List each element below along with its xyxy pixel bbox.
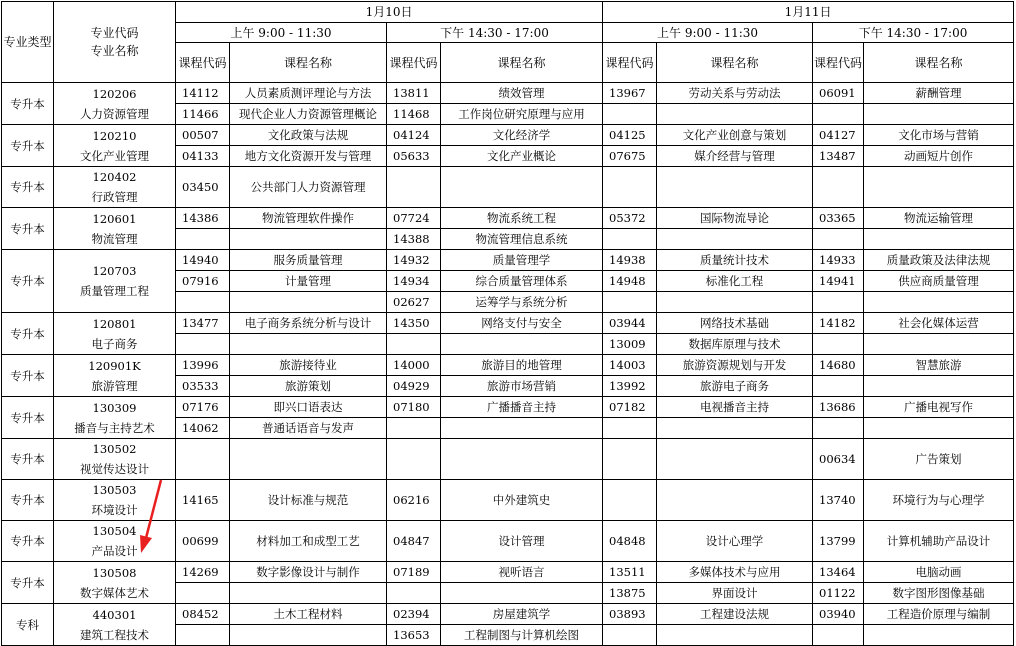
table-row	[2, 562, 1014, 583]
course-name-cell	[657, 625, 813, 646]
course-code-cell	[176, 229, 230, 250]
course-code-cell: 07189	[387, 562, 441, 583]
major-name: 环境设计	[91, 503, 138, 517]
course-name-cell: 公共部门人力资源管理	[230, 167, 387, 208]
course-code-cell	[603, 167, 657, 208]
course-name-cell: 工程建设法规	[657, 604, 813, 625]
major-code: 120210	[92, 128, 137, 143]
course-code-cell: 02627	[387, 292, 441, 313]
course-code-cell	[603, 418, 657, 439]
major-name: 文化产业管理	[80, 148, 149, 163]
major-type-cell: 专科	[2, 604, 54, 646]
course-name-cell: 材料加工和成型工艺	[230, 521, 387, 562]
course-name-cell: 工程制图与计算机绘图	[441, 625, 603, 646]
course-code-cell: 00634	[813, 439, 864, 480]
table-row	[2, 480, 1014, 521]
major-code-name-cell	[54, 167, 176, 208]
header-session-jan10-am: 上午 9:00 - 11:30	[176, 23, 387, 43]
course-code-cell: 04847	[387, 521, 441, 562]
course-name-cell: 旅游策划	[230, 376, 387, 397]
course-name-cell: 国际物流导论	[657, 208, 813, 229]
course-name-cell: 标准化工程	[657, 271, 813, 292]
course-code-cell: 14112	[176, 83, 230, 104]
course-name-cell: 广告策划	[864, 439, 1014, 480]
major-code-name-cell	[54, 125, 176, 167]
major-code: 120402	[92, 170, 137, 184]
major-code-name-cell	[54, 250, 176, 313]
course-code-cell: 14933	[813, 250, 864, 271]
course-code-cell: 13653	[387, 625, 441, 646]
course-name-cell: 旅游市场营销	[441, 376, 603, 397]
course-name-cell: 旅游资源规划与开发	[657, 355, 813, 376]
course-name-cell	[864, 418, 1014, 439]
course-code-cell	[176, 583, 230, 604]
course-name-cell: 电脑动画	[864, 562, 1014, 583]
course-code-cell: 07182	[603, 397, 657, 418]
major-name: 质量管理工程	[80, 284, 149, 298]
course-code-cell: 05633	[387, 146, 441, 167]
major-name: 数字媒体艺术	[80, 585, 149, 600]
course-code-cell: 04133	[176, 146, 230, 167]
course-code-cell: 13686	[813, 397, 864, 418]
course-code-cell	[176, 439, 230, 480]
course-name-cell	[230, 583, 387, 604]
course-name-cell	[864, 292, 1014, 313]
course-code-cell: 13811	[387, 83, 441, 104]
course-name-cell: 薪酬管理	[864, 83, 1014, 104]
course-name-cell: 计量管理	[230, 271, 387, 292]
course-name-cell: 质量统计技术	[657, 250, 813, 271]
header-course-code: 课程代码	[603, 43, 657, 83]
course-name-cell: 数字图形图像基础	[864, 583, 1014, 604]
course-code-cell: 13464	[813, 562, 864, 583]
major-code-name-cell	[54, 313, 176, 355]
course-code-cell: 07916	[176, 271, 230, 292]
major-name: 播音与主持艺术	[74, 420, 155, 435]
course-code-cell: 13487	[813, 146, 864, 167]
course-code-cell: 13875	[603, 583, 657, 604]
major-code: 120703	[92, 264, 137, 278]
course-code-cell: 14269	[176, 562, 230, 583]
course-name-cell: 文化市场与营销	[864, 125, 1014, 146]
major-code: 130502	[92, 442, 137, 456]
course-name-cell: 设计标准与规范	[230, 480, 387, 521]
major-code-name-cell	[54, 521, 176, 562]
course-code-cell	[813, 229, 864, 250]
major-type-cell: 专升本	[2, 562, 54, 604]
course-name-cell: 物流运输管理	[864, 208, 1014, 229]
course-name-cell: 质量管理学	[441, 250, 603, 271]
course-name-cell: 旅游接待业	[230, 355, 387, 376]
course-name-cell: 文化产业创意与策划	[657, 125, 813, 146]
course-code-cell: 06091	[813, 83, 864, 104]
course-code-cell: 04848	[603, 521, 657, 562]
course-code-cell: 14350	[387, 313, 441, 334]
course-name-cell: 数字影像设计与制作	[230, 562, 387, 583]
course-code-cell: 14000	[387, 355, 441, 376]
course-code-cell: 11468	[387, 104, 441, 125]
course-code-cell	[813, 167, 864, 208]
course-name-cell: 视听语言	[441, 562, 603, 583]
course-code-cell: 14934	[387, 271, 441, 292]
course-name-cell: 房屋建筑学	[441, 604, 603, 625]
major-type-cell: 专升本	[2, 355, 54, 397]
major-code: 120901K	[88, 358, 141, 373]
course-name-cell	[230, 229, 387, 250]
course-code-cell	[176, 292, 230, 313]
major-name: 电子商务	[91, 336, 138, 351]
course-name-cell: 中外建筑史	[441, 480, 603, 521]
course-code-cell	[176, 625, 230, 646]
header-course-name: 课程名称	[230, 43, 387, 83]
course-name-cell: 普通话语音与发声	[230, 418, 387, 439]
course-code-cell: 03940	[813, 604, 864, 625]
course-name-cell: 网络支付与安全	[441, 313, 603, 334]
major-code: 130504	[92, 524, 137, 538]
course-name-cell: 媒介经营与管理	[657, 146, 813, 167]
course-code-cell: 14062	[176, 418, 230, 439]
course-name-cell: 设计管理	[441, 521, 603, 562]
major-type-cell: 专升本	[2, 208, 54, 250]
course-name-cell: 社会化媒体运营	[864, 313, 1014, 334]
course-name-cell: 环境行为与心理学	[864, 480, 1014, 521]
major-type-cell: 专升本	[2, 250, 54, 313]
course-code-cell: 11466	[176, 104, 230, 125]
major-type-cell: 专升本	[2, 167, 54, 208]
course-name-cell: 综合质量管理体系	[441, 271, 603, 292]
course-name-cell	[864, 625, 1014, 646]
course-code-cell: 13740	[813, 480, 864, 521]
major-type-cell: 专升本	[2, 397, 54, 439]
course-code-cell: 01122	[813, 583, 864, 604]
header-course-name: 课程名称	[657, 43, 813, 83]
course-code-cell	[603, 480, 657, 521]
course-code-cell: 14182	[813, 313, 864, 334]
course-name-cell: 文化产业概论	[441, 146, 603, 167]
course-code-cell: 00699	[176, 521, 230, 562]
course-name-cell	[441, 439, 603, 480]
course-code-cell	[603, 229, 657, 250]
course-name-cell	[864, 104, 1014, 125]
course-code-cell	[603, 292, 657, 313]
course-name-cell: 运筹学与系统分析	[441, 292, 603, 313]
table-row	[2, 439, 1014, 480]
course-code-cell: 04125	[603, 125, 657, 146]
course-code-cell	[813, 625, 864, 646]
major-name: 产品设计	[91, 544, 138, 558]
course-name-cell: 广播电视写作	[864, 397, 1014, 418]
major-type-cell: 专升本	[2, 439, 54, 480]
course-code-cell	[387, 167, 441, 208]
course-name-cell	[657, 229, 813, 250]
course-code-cell: 07724	[387, 208, 441, 229]
major-code-name-cell	[54, 83, 176, 125]
course-code-cell	[603, 104, 657, 125]
course-code-cell: 13799	[813, 521, 864, 562]
course-code-cell	[813, 104, 864, 125]
course-name-cell: 工程造价原理与编制	[864, 604, 1014, 625]
course-name-cell: 工作岗位研究原理与应用	[441, 104, 603, 125]
course-code-cell: 05372	[603, 208, 657, 229]
course-name-cell: 旅游电子商务	[657, 376, 813, 397]
major-code: 440301	[92, 607, 137, 622]
major-type-cell: 专升本	[2, 521, 54, 562]
course-code-cell: 14165	[176, 480, 230, 521]
major-code-name-cell	[54, 480, 176, 521]
course-name-cell: 土木工程材料	[230, 604, 387, 625]
course-name-cell	[864, 334, 1014, 355]
course-code-cell: 03365	[813, 208, 864, 229]
course-code-cell: 13967	[603, 83, 657, 104]
course-code-cell: 04929	[387, 376, 441, 397]
course-code-cell: 14680	[813, 355, 864, 376]
course-code-cell: 14948	[603, 271, 657, 292]
course-code-cell: 14388	[387, 229, 441, 250]
course-code-cell: 03533	[176, 376, 230, 397]
header-session-jan10-pm: 下午 14:30 - 17:00	[387, 23, 603, 43]
major-name: 物流管理	[91, 231, 138, 246]
major-type-cell: 专升本	[2, 313, 54, 355]
course-name-cell	[657, 104, 813, 125]
course-name-cell	[441, 334, 603, 355]
course-code-cell: 04124	[387, 125, 441, 146]
course-name-cell: 旅游目的地管理	[441, 355, 603, 376]
course-code-cell: 13996	[176, 355, 230, 376]
table-row	[2, 313, 1014, 334]
header-course-code: 课程代码	[813, 43, 864, 83]
course-name-cell: 广播播音主持	[441, 397, 603, 418]
header-course-name: 课程名称	[441, 43, 603, 83]
course-name-cell	[657, 418, 813, 439]
course-code-cell: 08452	[176, 604, 230, 625]
course-code-cell	[603, 439, 657, 480]
course-name-cell	[657, 167, 813, 208]
course-code-cell	[813, 376, 864, 397]
course-name-cell: 地方文化资源开发与管理	[230, 146, 387, 167]
header-session-jan11-am: 上午 9:00 - 11:30	[603, 23, 813, 43]
course-code-cell	[387, 583, 441, 604]
major-type-cell: 专升本	[2, 83, 54, 125]
course-name-cell: 电子商务系统分析与设计	[230, 313, 387, 334]
major-code: 120206	[92, 86, 137, 101]
course-name-cell: 电视播音主持	[657, 397, 813, 418]
course-code-cell	[603, 625, 657, 646]
major-code: 130508	[92, 565, 137, 580]
major-code-name-cell	[54, 355, 176, 397]
course-name-cell: 智慧旅游	[864, 355, 1014, 376]
course-code-cell: 13511	[603, 562, 657, 583]
course-name-cell	[230, 292, 387, 313]
header-course-name: 课程名称	[864, 43, 1014, 83]
course-name-cell: 物流管理软件操作	[230, 208, 387, 229]
course-name-cell	[657, 292, 813, 313]
major-code: 130309	[92, 400, 137, 415]
exam-schedule-table	[1, 1, 1014, 646]
course-code-cell: 14940	[176, 250, 230, 271]
course-code-cell	[387, 418, 441, 439]
course-name-cell: 网络技术基础	[657, 313, 813, 334]
course-name-cell	[441, 418, 603, 439]
major-name: 人力资源管理	[80, 106, 149, 121]
course-code-cell: 06216	[387, 480, 441, 521]
course-name-cell: 即兴口语表达	[230, 397, 387, 418]
course-name-cell	[864, 229, 1014, 250]
course-name-cell: 文化政策与法规	[230, 125, 387, 146]
course-name-cell: 服务质量管理	[230, 250, 387, 271]
course-name-cell	[657, 480, 813, 521]
course-name-cell	[230, 625, 387, 646]
major-code: 120801	[92, 316, 137, 331]
header-session-jan11-pm: 下午 14:30 - 17:00	[813, 23, 1014, 43]
table-row	[2, 355, 1014, 376]
course-code-cell: 14932	[387, 250, 441, 271]
course-name-cell: 现代企业人力资源管理概论	[230, 104, 387, 125]
course-name-cell	[864, 167, 1014, 208]
course-name-cell: 质量政策及法律法规	[864, 250, 1014, 271]
course-code-cell: 14386	[176, 208, 230, 229]
course-name-cell: 物流系统工程	[441, 208, 603, 229]
course-code-cell: 03944	[603, 313, 657, 334]
course-code-cell: 13009	[603, 334, 657, 355]
course-name-cell	[230, 334, 387, 355]
course-code-cell: 03893	[603, 604, 657, 625]
course-name-cell: 数据库原理与技术	[657, 334, 813, 355]
course-name-cell: 多媒体技术与应用	[657, 562, 813, 583]
table-row	[2, 208, 1014, 229]
course-name-cell: 人员素质测评理论与方法	[230, 83, 387, 104]
course-name-cell: 界面设计	[657, 583, 813, 604]
major-name: 视觉传达设计	[80, 462, 149, 476]
course-name-cell	[230, 439, 387, 480]
major-type-cell: 专升本	[2, 480, 54, 521]
table-row	[2, 397, 1014, 418]
major-type-cell: 专升本	[2, 125, 54, 167]
major-code: 120601	[92, 211, 137, 226]
course-name-cell: 设计心理学	[657, 521, 813, 562]
course-name-cell: 计算机辅助产品设计	[864, 521, 1014, 562]
table-row	[2, 250, 1014, 271]
course-code-cell: 14941	[813, 271, 864, 292]
major-code-name-cell	[54, 562, 176, 604]
course-code-cell: 00507	[176, 125, 230, 146]
course-name-cell	[441, 167, 603, 208]
major-name: 行政管理	[91, 190, 138, 204]
course-name-cell: 物流管理信息系统	[441, 229, 603, 250]
course-code-cell	[387, 439, 441, 480]
major-name: 建筑工程技术	[80, 627, 149, 642]
header-major-code-name: 专业代码 专业名称	[54, 2, 176, 83]
header-day-jan10: 1月10日	[176, 2, 603, 23]
course-name-cell: 劳动关系与劳动法	[657, 83, 813, 104]
table-row	[2, 604, 1014, 625]
header-course-code: 课程代码	[176, 43, 230, 83]
major-code: 130503	[92, 483, 137, 497]
course-code-cell	[176, 334, 230, 355]
course-code-cell: 07675	[603, 146, 657, 167]
course-name-cell	[657, 439, 813, 480]
course-name-cell	[441, 583, 603, 604]
course-code-cell	[813, 334, 864, 355]
table-row	[2, 125, 1014, 146]
major-code-name-cell	[54, 397, 176, 439]
course-code-cell: 04127	[813, 125, 864, 146]
course-code-cell: 07180	[387, 397, 441, 418]
course-code-cell	[387, 334, 441, 355]
course-code-cell: 03450	[176, 167, 230, 208]
header-day-jan11: 1月11日	[603, 2, 1014, 23]
header-course-code: 课程代码	[387, 43, 441, 83]
course-code-cell: 13477	[176, 313, 230, 334]
major-code-name-cell	[54, 439, 176, 480]
table-row	[2, 83, 1014, 104]
course-code-cell: 13992	[603, 376, 657, 397]
course-name-cell: 绩效管理	[441, 83, 603, 104]
course-code-cell: 02394	[387, 604, 441, 625]
major-code-name-cell	[54, 208, 176, 250]
table-row	[2, 521, 1014, 562]
course-code-cell: 14938	[603, 250, 657, 271]
course-code-cell: 07176	[176, 397, 230, 418]
header-major-type: 专业类型	[2, 2, 54, 83]
course-name-cell: 文化经济学	[441, 125, 603, 146]
course-code-cell	[813, 418, 864, 439]
course-code-cell	[813, 292, 864, 313]
table-row	[2, 167, 1014, 208]
course-code-cell: 14003	[603, 355, 657, 376]
course-name-cell: 供应商质量管理	[864, 271, 1014, 292]
course-name-cell: 动画短片创作	[864, 146, 1014, 167]
course-name-cell	[864, 376, 1014, 397]
major-name: 旅游管理	[91, 378, 138, 393]
